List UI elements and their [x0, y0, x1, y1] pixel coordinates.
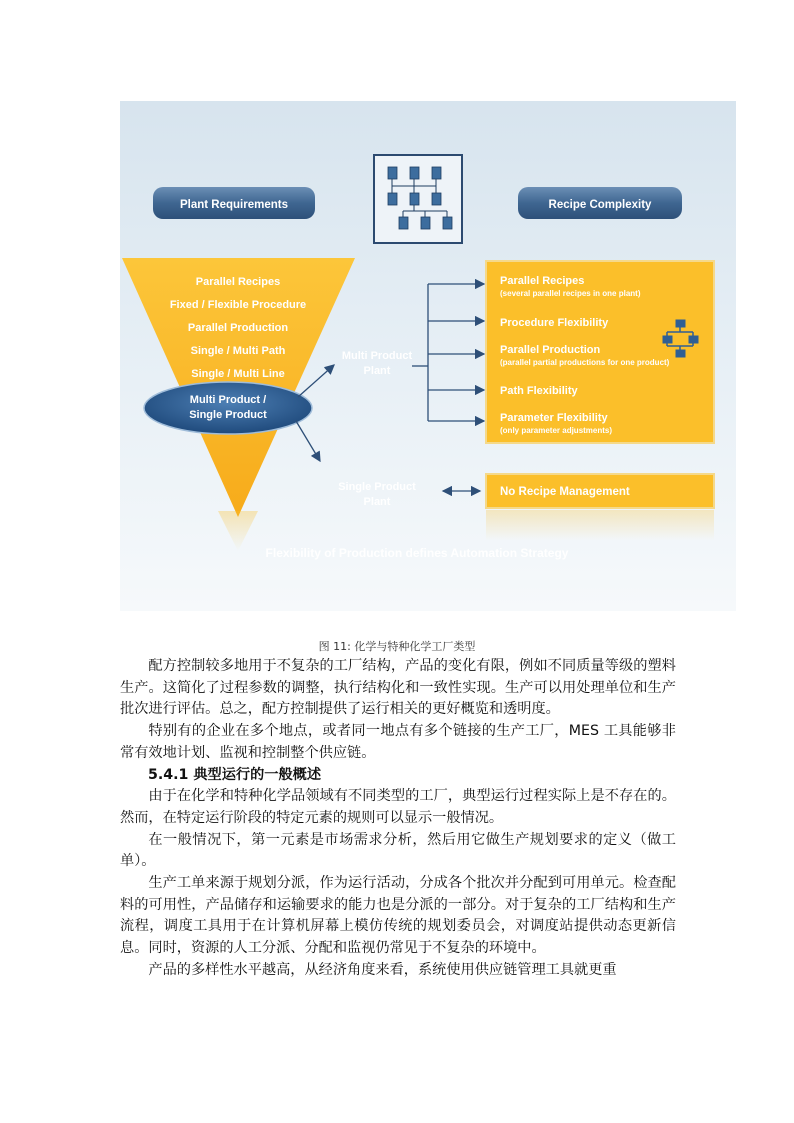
- recipe-item-subtitle: (parallel partial productions for one product): [500, 358, 670, 367]
- figure-graphic: [120, 101, 736, 611]
- recipe-item-title: Parallel Recipes: [500, 275, 585, 287]
- paragraph-2: 特别有的企业在多个地点，或者同一地点有多个链接的生产工厂，MES 工具能够非常有效地计划、监视和控制整个供应链。: [120, 723, 676, 761]
- paragraph-6: 产品的多样性水平越高，从经济角度来看，系统使用供应链管理工具就更重: [148, 961, 617, 978]
- funnel-item: Parallel Production: [187, 322, 289, 334]
- bottom-caption-text: Flexibility of Production defines Automation Strategy: [265, 546, 569, 560]
- multi-plant-label-line1: Multi Product: [341, 350, 413, 362]
- plant-requirements-label: Plant Requirements: [180, 199, 288, 211]
- paragraph-1: 配方控制较多地用于不复杂的工厂结构，产品的变化有限，例如不同质量等级的塑料生产。这简化了过程参数的调整，执行结构化和一致性实现。生产可以用处理单位和生产批次进行评估。总之，配方控制提供了运行相关的更好概览和透明度。: [120, 658, 676, 718]
- ellipse-label-line1: Multi Product /: [189, 394, 267, 406]
- no-recipe-label: No Recipe Management: [500, 486, 630, 498]
- recipe-item-title: Path Flexibility: [500, 385, 578, 397]
- recipe-item-title: Procedure Flexibility: [500, 317, 609, 329]
- funnel-item: Parallel Recipes: [195, 276, 281, 288]
- body-text: [120, 656, 676, 982]
- product-ellipse: [144, 382, 312, 434]
- recipe-item-title: Parallel Production: [500, 344, 601, 356]
- multi-plant-label-line2: Plant: [363, 365, 391, 377]
- section-heading: 5.4.1 典型运行的一般概述: [148, 766, 322, 783]
- recipe-item-title: Parameter Flexibility: [500, 412, 608, 424]
- recipe-item-subtitle: (several parallel recipes in one plant): [500, 289, 641, 298]
- funnel-item: Fixed / Flexible Procedure: [169, 299, 307, 311]
- ellipse-label-line2: Single Product: [189, 409, 267, 421]
- recipe-complexity-label: Recipe Complexity: [548, 199, 652, 211]
- plant-requirements-banner: [153, 187, 315, 219]
- paragraph-4: 在一般情况下，第一元素是市场需求分析，然后用它做生产规划要求的定义（做工单）。: [120, 831, 676, 870]
- funnel-item: Single / Multi Path: [190, 345, 286, 357]
- no-recipe-reflection: [486, 510, 714, 540]
- single-plant-label-line1: Single Product: [338, 481, 416, 493]
- single-plant-label-line2: Plant: [363, 496, 391, 508]
- figure-caption: 图 11: 化学与特种化学工厂类型: [318, 640, 476, 653]
- plant-types-figure: [120, 101, 736, 611]
- no-recipe-box: [486, 474, 714, 508]
- hierarchy-icon: [374, 155, 462, 243]
- paragraph-3: 由于在化学和特种化学品领域有不同类型的工厂，典型运行过程实际上是不存在的。然而，在特定运行阶段的特定元素的规则可以显示一般情况。: [120, 788, 676, 826]
- recipe-item-subtitle: (only parameter adjustments): [500, 426, 613, 435]
- paragraph-5: 生产工单来源于规划分派，作为运行活动，分成各个批次并分配到可用单元。检查配料的可用性，产品储存和运输要求的能力也是分派的一部分。对于复杂的工厂结构和生产流程，调度工具用于在计算机屏幕上模仿传统的规划委员会，对调度站提供动态更新信息。同时，资源的人工分派、分配和监视仍常见于不复杂的环境中。: [120, 875, 676, 957]
- funnel-item: Single / Multi Line: [191, 368, 285, 380]
- recipe-complexity-banner: [518, 187, 682, 219]
